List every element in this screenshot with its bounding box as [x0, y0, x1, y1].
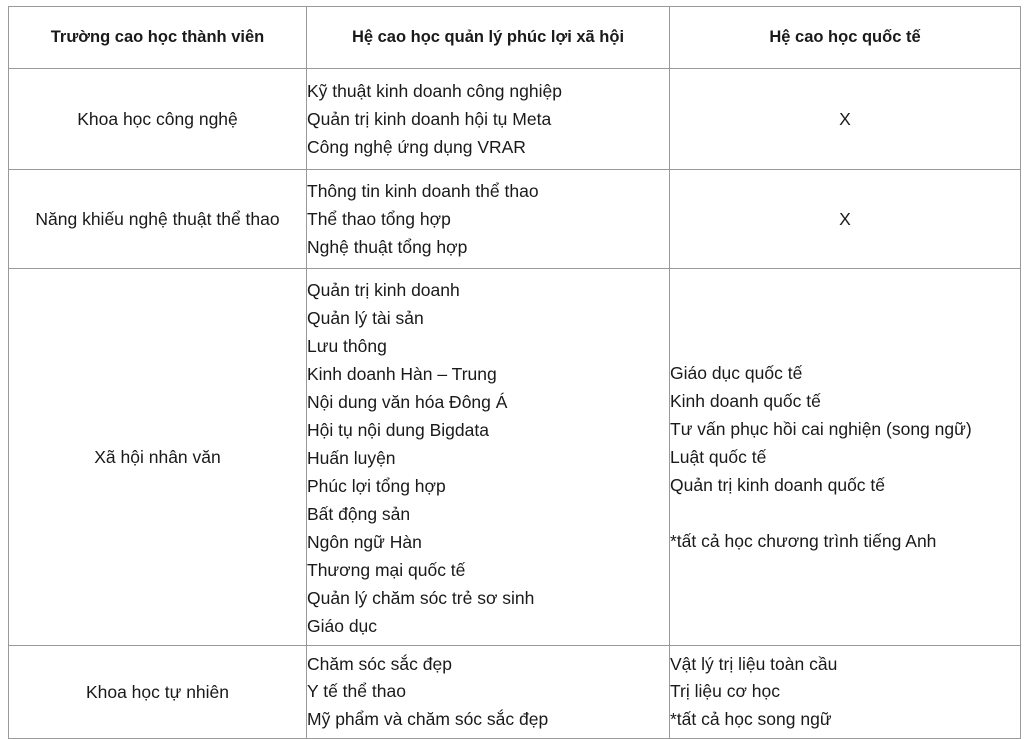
- school-name: Năng khiếu nghệ thuật thể thao: [9, 170, 307, 269]
- welfare-programs: [307, 69, 670, 170]
- table-row: [9, 646, 1021, 739]
- list-item: Quản lý chăm sóc trẻ sơ sinh: [307, 588, 535, 608]
- international-programs: X: [670, 170, 1021, 269]
- header-row: [9, 7, 1021, 69]
- list-item: Y tế thể thao: [307, 681, 406, 702]
- spacer: [670, 499, 1020, 527]
- header-welfare-program: Hệ cao học quản lý phúc lợi xã hội: [307, 7, 670, 69]
- list-item: Giáo dục quốc tế: [670, 363, 803, 383]
- international-programs: X: [670, 69, 1021, 170]
- header-international-program: Hệ cao học quốc tế: [670, 7, 1021, 69]
- list-item: Bất động sản: [307, 504, 411, 524]
- footnote: *tất cả học chương trình tiếng Anh: [670, 531, 937, 551]
- list-item: *tất cả học song ngữ: [670, 708, 832, 729]
- list-item: Thể thao tổng hợp: [307, 209, 451, 229]
- table-row: [9, 170, 1021, 269]
- list-item: Tư vấn phục hồi cai nghiện (song ngữ): [670, 419, 972, 439]
- table-row: [9, 269, 1021, 646]
- list-item: Nội dung văn hóa Đông Á: [307, 392, 508, 412]
- list-item: Kinh doanh quốc tế: [670, 391, 821, 411]
- welfare-programs: [307, 170, 670, 269]
- list-item: Mỹ phẩm và chăm sóc sắc đẹp: [307, 708, 549, 729]
- list-item: Trị liệu cơ học: [670, 681, 781, 702]
- header-member-school: Trường cao học thành viên: [9, 7, 307, 69]
- list-item: Huấn luyện: [307, 448, 396, 468]
- welfare-programs: [307, 646, 670, 739]
- list-item: Quản trị kinh doanh quốc tế: [670, 475, 886, 495]
- list-item: Thông tin kinh doanh thể thao: [307, 181, 539, 201]
- school-name: Khoa học công nghệ: [9, 69, 307, 170]
- list-item: Nghệ thuật tổng hợp: [307, 237, 468, 257]
- list-item: Kinh doanh Hàn – Trung: [307, 364, 497, 384]
- international-programs: [670, 646, 1021, 739]
- list-item: Quản trị kinh doanh hội tụ Meta: [307, 109, 552, 129]
- list-item: Hội tụ nội dung Bigdata: [307, 420, 489, 440]
- table-row: [9, 69, 1021, 170]
- welfare-programs: [307, 269, 670, 646]
- list-item: Chăm sóc sắc đẹp: [307, 653, 452, 674]
- list-item: Ngôn ngữ Hàn: [307, 532, 422, 552]
- list-item: Giáo dục: [307, 616, 378, 636]
- list-item: Phúc lợi tổng hợp: [307, 476, 446, 496]
- school-name: Khoa học tự nhiên: [9, 646, 307, 739]
- list-item: Kỹ thuật kinh doanh công nghiệp: [307, 81, 562, 101]
- programs-table: [8, 6, 1021, 739]
- list-item: Công nghệ ứng dụng VRAR: [307, 137, 526, 157]
- list-item: Thương mại quốc tế: [307, 560, 466, 580]
- list-item: Quản trị kinh doanh: [307, 280, 460, 300]
- list-item: Quản lý tài sản: [307, 308, 424, 328]
- international-programs: [670, 269, 1021, 646]
- list-item: Luật quốc tế: [670, 447, 767, 467]
- school-name: Xã hội nhân văn: [9, 269, 307, 646]
- list-item: Lưu thông: [307, 336, 387, 356]
- list-item: Vật lý trị liệu toàn cầu: [670, 653, 838, 674]
